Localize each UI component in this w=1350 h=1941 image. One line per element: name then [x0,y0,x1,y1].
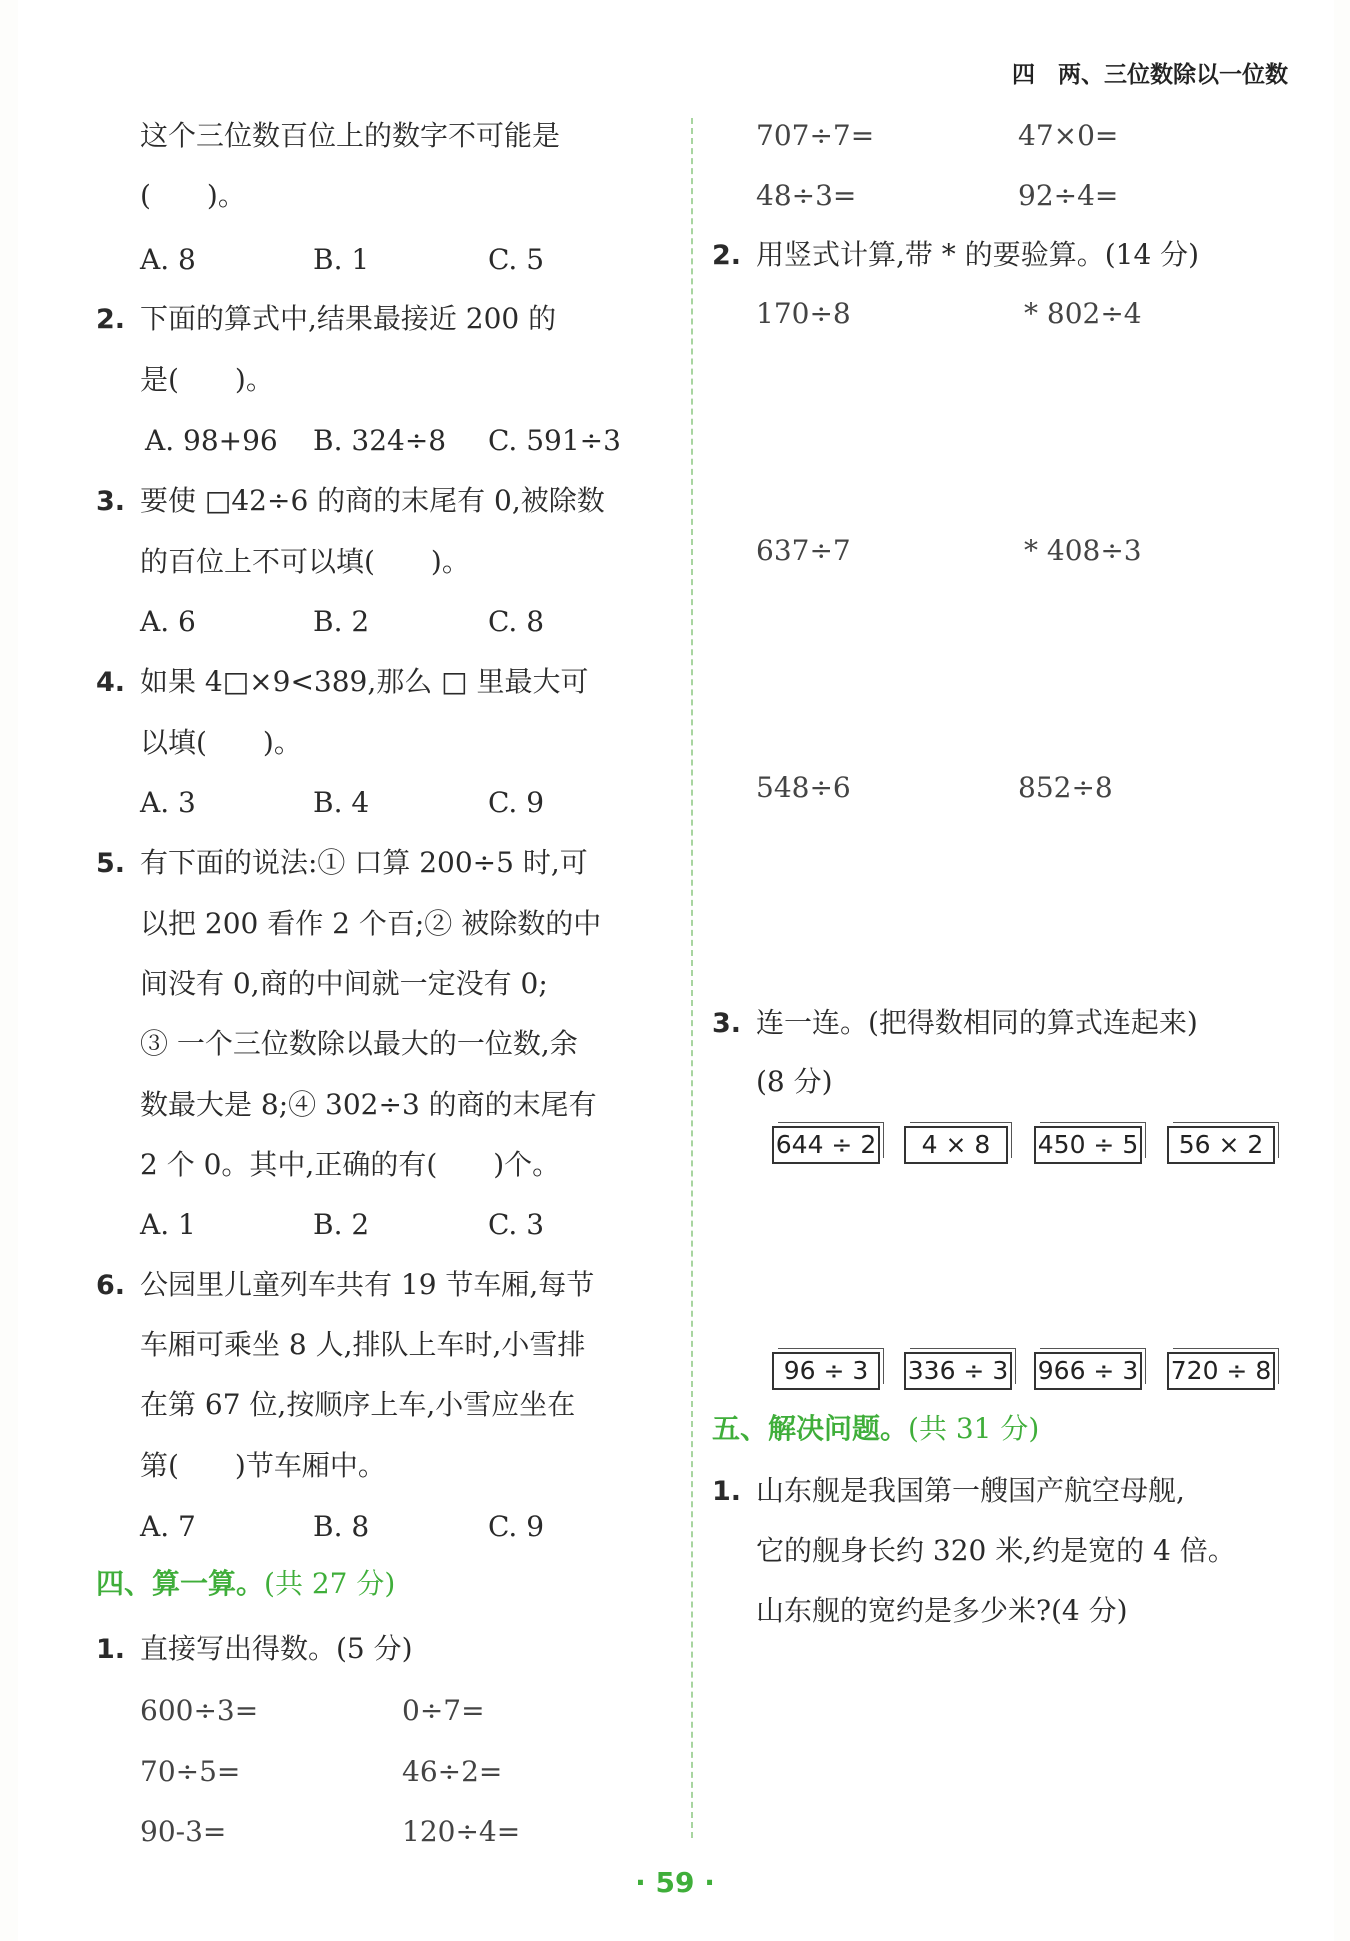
q3-option-c[interactable]: C. 8 [488,605,545,638]
q6-line3: 在第 67 位,按顺序上车,小雪应坐在 [140,1388,576,1421]
match-top-box-2[interactable]: 4 × 8 [904,1126,1008,1164]
section-4-heading [96,1567,396,1600]
s5q1-line1: 山东舰是我国第一艘国产航空母舰, [756,1474,1185,1507]
s4q1-item-8[interactable]: 47×0= [1018,119,1119,152]
q1-line1: 这个三位数百位上的数字不可能是 [140,119,561,152]
q5-line5: 数最大是 8;④ 302÷3 的商的末尾有 [140,1088,597,1121]
s4q3-points: (8 分) [756,1065,833,1098]
q2-option-b[interactable]: B. 324÷8 [313,424,447,457]
match-bottom-box-2[interactable]: 336 ÷ 3 [904,1352,1012,1390]
match-top-box-4[interactable]: 56 × 2 [1167,1126,1275,1164]
q2-option-c[interactable]: C. 591÷3 [488,424,621,457]
s4q2-title: 用竖式计算,带 * 的要验算。(14 分) [756,238,1200,271]
q6-number: 6. [96,1270,126,1301]
q4-line1: 如果 4□×9<389,那么 □ 里最大可 [140,665,589,698]
s5q1-line3: 山东舰的宽约是多少米?(4 分) [756,1594,1128,1627]
q1-option-b[interactable]: B. 1 [313,243,370,276]
q6-line1: 公园里儿童列车共有 19 节车厢,每节 [140,1268,595,1301]
s4q1-item-9[interactable]: 48÷3= [756,179,857,212]
q3-line2: 的百位上不可以填( )。 [140,545,470,578]
s4q2-number: 2. [712,240,742,271]
section-5-title: 五、解决问题。 [712,1412,909,1445]
s4q3-number: 3. [712,1008,742,1039]
section-4-title: 四、算一算。 [96,1567,265,1600]
s5q1-line2: 它的舰身长约 320 米,约是宽的 4 倍。 [756,1534,1236,1567]
q5-number: 5. [96,848,126,879]
q1-line2: ( )。 [140,179,246,212]
section-5-heading [712,1412,1040,1445]
q3-number: 3. [96,486,126,517]
q1-option-c[interactable]: C. 5 [488,243,545,276]
q5-line2: 以把 200 看作 2 个百;② 被除数的中 [140,907,602,940]
q5-option-a[interactable]: A. 1 [140,1208,196,1241]
s4q2-item-6[interactable]: 852÷8 [1018,771,1113,804]
match-top-box-1[interactable]: 644 ÷ 2 [772,1126,880,1164]
q2-number: 2. [96,304,126,335]
s4q2-item-1[interactable]: 170÷8 [756,297,851,330]
s4q1-item-7[interactable]: 707÷7= [756,119,875,152]
s4q1-item-4[interactable]: 46÷2= [402,1755,503,1788]
s4q2-item-3[interactable]: 637÷7 [756,534,851,567]
s4q1-item-1[interactable]: 600÷3= [140,1694,259,1727]
q5-line4: ③ 一个三位数除以最大的一位数,余 [140,1027,578,1060]
q2-line2: 是( )。 [140,363,274,396]
s4q1-item-6[interactable]: 120÷4= [402,1815,521,1848]
q6-option-a[interactable]: A. 7 [140,1510,196,1543]
q4-number: 4. [96,667,126,698]
section-4-points: (共 27 分) [264,1567,396,1600]
column-divider [691,118,693,1838]
q2-option-a[interactable]: A. 98+96 [145,424,278,457]
match-bottom-box-3[interactable]: 966 ÷ 3 [1034,1352,1142,1390]
page-number: · 59 · [635,1866,715,1899]
s4q1-title: 直接写出得数。(5 分) [140,1632,413,1665]
s4q2-item-4[interactable]: * 408÷3 [1024,534,1142,567]
q4-option-a[interactable]: A. 3 [140,786,196,819]
q4-option-b[interactable]: B. 4 [313,786,370,819]
q5-line6: 2 个 0。其中,正确的有( )个。 [140,1148,561,1181]
s4q2-item-5[interactable]: 548÷6 [756,771,851,804]
s5q1-number: 1. [712,1476,742,1507]
q3-option-a[interactable]: A. 6 [140,605,196,638]
q2-line1: 下面的算式中,结果最接近 200 的 [140,302,557,335]
match-bottom-box-4[interactable]: 720 ÷ 8 [1167,1352,1275,1390]
s4q1-number: 1. [96,1634,126,1665]
q3-option-b[interactable]: B. 2 [313,605,370,638]
q4-option-c[interactable]: C. 9 [488,786,545,819]
s4q1-item-5[interactable]: 90-3= [140,1815,227,1848]
q6-line4: 第( )节车厢中。 [140,1449,386,1482]
section-5-points: (共 31 分) [908,1412,1040,1445]
s4q1-item-3[interactable]: 70÷5= [140,1755,241,1788]
s4q2-item-2[interactable]: * 802÷4 [1024,297,1142,330]
s4q1-item-2[interactable]: 0÷7= [402,1694,485,1727]
s4q1-item-10[interactable]: 92÷4= [1018,179,1119,212]
q5-line1: 有下面的说法:① 口算 200÷5 时,可 [140,846,588,879]
q5-option-c[interactable]: C. 3 [488,1208,545,1241]
chapter-header: 四 两、三位数除以一位数 [1012,62,1288,88]
q1-option-a[interactable]: A. 8 [140,243,196,276]
q6-option-b[interactable]: B. 8 [313,1510,370,1543]
q6-line2: 车厢可乘坐 8 人,排队上车时,小雪排 [140,1328,586,1361]
q5-option-b[interactable]: B. 2 [313,1208,370,1241]
q6-option-c[interactable]: C. 9 [488,1510,545,1543]
q5-line3: 间没有 0,商的中间就一定没有 0; [140,967,548,1000]
match-top-box-3[interactable]: 450 ÷ 5 [1034,1126,1142,1164]
q4-line2: 以填( )。 [140,726,302,759]
q3-line1: 要使 □42÷6 的商的末尾有 0,被除数 [140,484,605,517]
match-bottom-box-1[interactable]: 96 ÷ 3 [772,1352,880,1390]
s4q3-title: 连一连。(把得数相同的算式连起来) [756,1006,1198,1039]
